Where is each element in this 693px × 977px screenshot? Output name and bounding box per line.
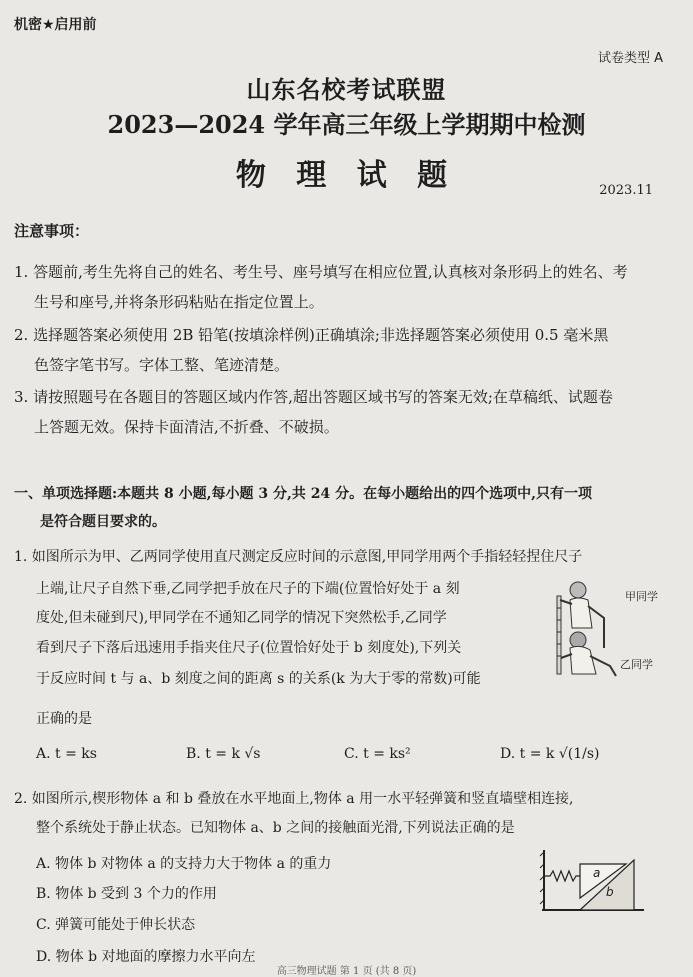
question-1-stem: 正确的是 <box>36 711 92 727</box>
exam-alliance-title: 山东名校考试联盟 <box>246 75 447 104</box>
wedge-b-label: b <box>606 885 614 899</box>
exam-term-title: 2023—2024 学年高三年级上学期期中检测 <box>107 110 586 139</box>
confidential-label: 机密★启用前 <box>14 17 97 33</box>
q1-option-a: A. t = ks <box>36 746 97 762</box>
question-2-stem: 整个系统处于静止状态。已知物体 a、b 之间的接触面光滑,下列说法正确的是 <box>36 820 515 836</box>
q2-option-d: D. 物体 b 对地面的摩擦力水平向左 <box>36 949 256 965</box>
figure-label-yi: 乙同学 <box>620 658 653 671</box>
question-1-stem: 1. 如图所示为甲、乙两同学使用直尺测定反应时间的示意图,甲同学用两个手指轻轻捏住尺子 <box>14 549 583 565</box>
q2-option-b: B. 物体 b 受到 3 个力的作用 <box>36 886 217 902</box>
q2-option-a: A. 物体 b 对物体 a 的支持力大于物体 a 的重力 <box>36 856 332 872</box>
question-1-stem: 看到尺子下落后迅速用手指夹住尺子(位置恰好处于 b 刻度处),下列关 <box>36 640 462 656</box>
notice-heading: 注意事项： <box>14 222 90 240</box>
question-2-stem: 2. 如图所示,楔形物体 a 和 b 叠放在水平地面上,物体 a 用一水平轻弹簧和竖直墙壁相连接, <box>14 791 574 807</box>
exam-date: 2023.11 <box>599 183 653 198</box>
ruler-reaction-figure <box>548 578 624 678</box>
notice-line: 上答题无效。保持卡面清洁,不折叠、不破损。 <box>34 418 339 436</box>
page-footer: 高三物理试题 第 1 页 (共 8 页) <box>276 966 417 977</box>
question-1-stem: 于反应时间 t 与 a、b 刻度之间的距离 s 的关系(k 为大于零的常数)可能 <box>36 671 481 687</box>
paper-type-label: 试卷类型 A <box>597 51 663 66</box>
q1-option-b: B. t = k √s <box>186 746 261 762</box>
q1-option-c: C. t = ks² <box>344 746 411 762</box>
notice-line: 3. 请按照题号在各题目的答题区域内作答,超出答题区域书写的答案无效;在草稿纸、试题卷 <box>14 388 613 406</box>
notice-line: 2. 选择题答案必须使用 2B 铅笔(按填涂样例)正确填涂;非选择题答案必须使用 0.5 毫米黑 <box>14 326 609 344</box>
notice-line: 生号和座号,并将条形码粘贴在指定位置上。 <box>34 293 324 311</box>
notice-line: 色签字笔书写。字体工整、笔迹清楚。 <box>34 356 290 374</box>
q1-option-d: D. t = k √(1/s) <box>500 746 600 762</box>
question-1-stem: 度处,但未碰到尺),甲同学在不通知乙同学的情况下突然松手,乙同学 <box>36 610 447 626</box>
subject-title: 物 理 试 题 <box>235 158 458 193</box>
wedge-a-label: a <box>593 866 601 880</box>
wedge-spring-figure <box>538 846 648 918</box>
figure-label-jia: 甲同学 <box>625 590 658 603</box>
notice-line: 1. 答题前,考生先将自己的姓名、考生号、座号填写在相应位置,认真核对条形码上的姓名、考 <box>14 263 628 281</box>
section-heading-cont: 是符合题目要求的。 <box>40 514 166 530</box>
question-1-stem: 上端,让尺子自然下垂,乙同学把手放在尺子的下端(位置恰好处于 a 刻 <box>36 581 460 597</box>
section-heading: 一、单项选择题:本题共 8 小题,每小题 3 分,共 24 分。在每小题给出的四个选项中,只有一项 <box>14 486 592 502</box>
q2-option-c: C. 弹簧可能处于伸长状态 <box>36 917 196 933</box>
